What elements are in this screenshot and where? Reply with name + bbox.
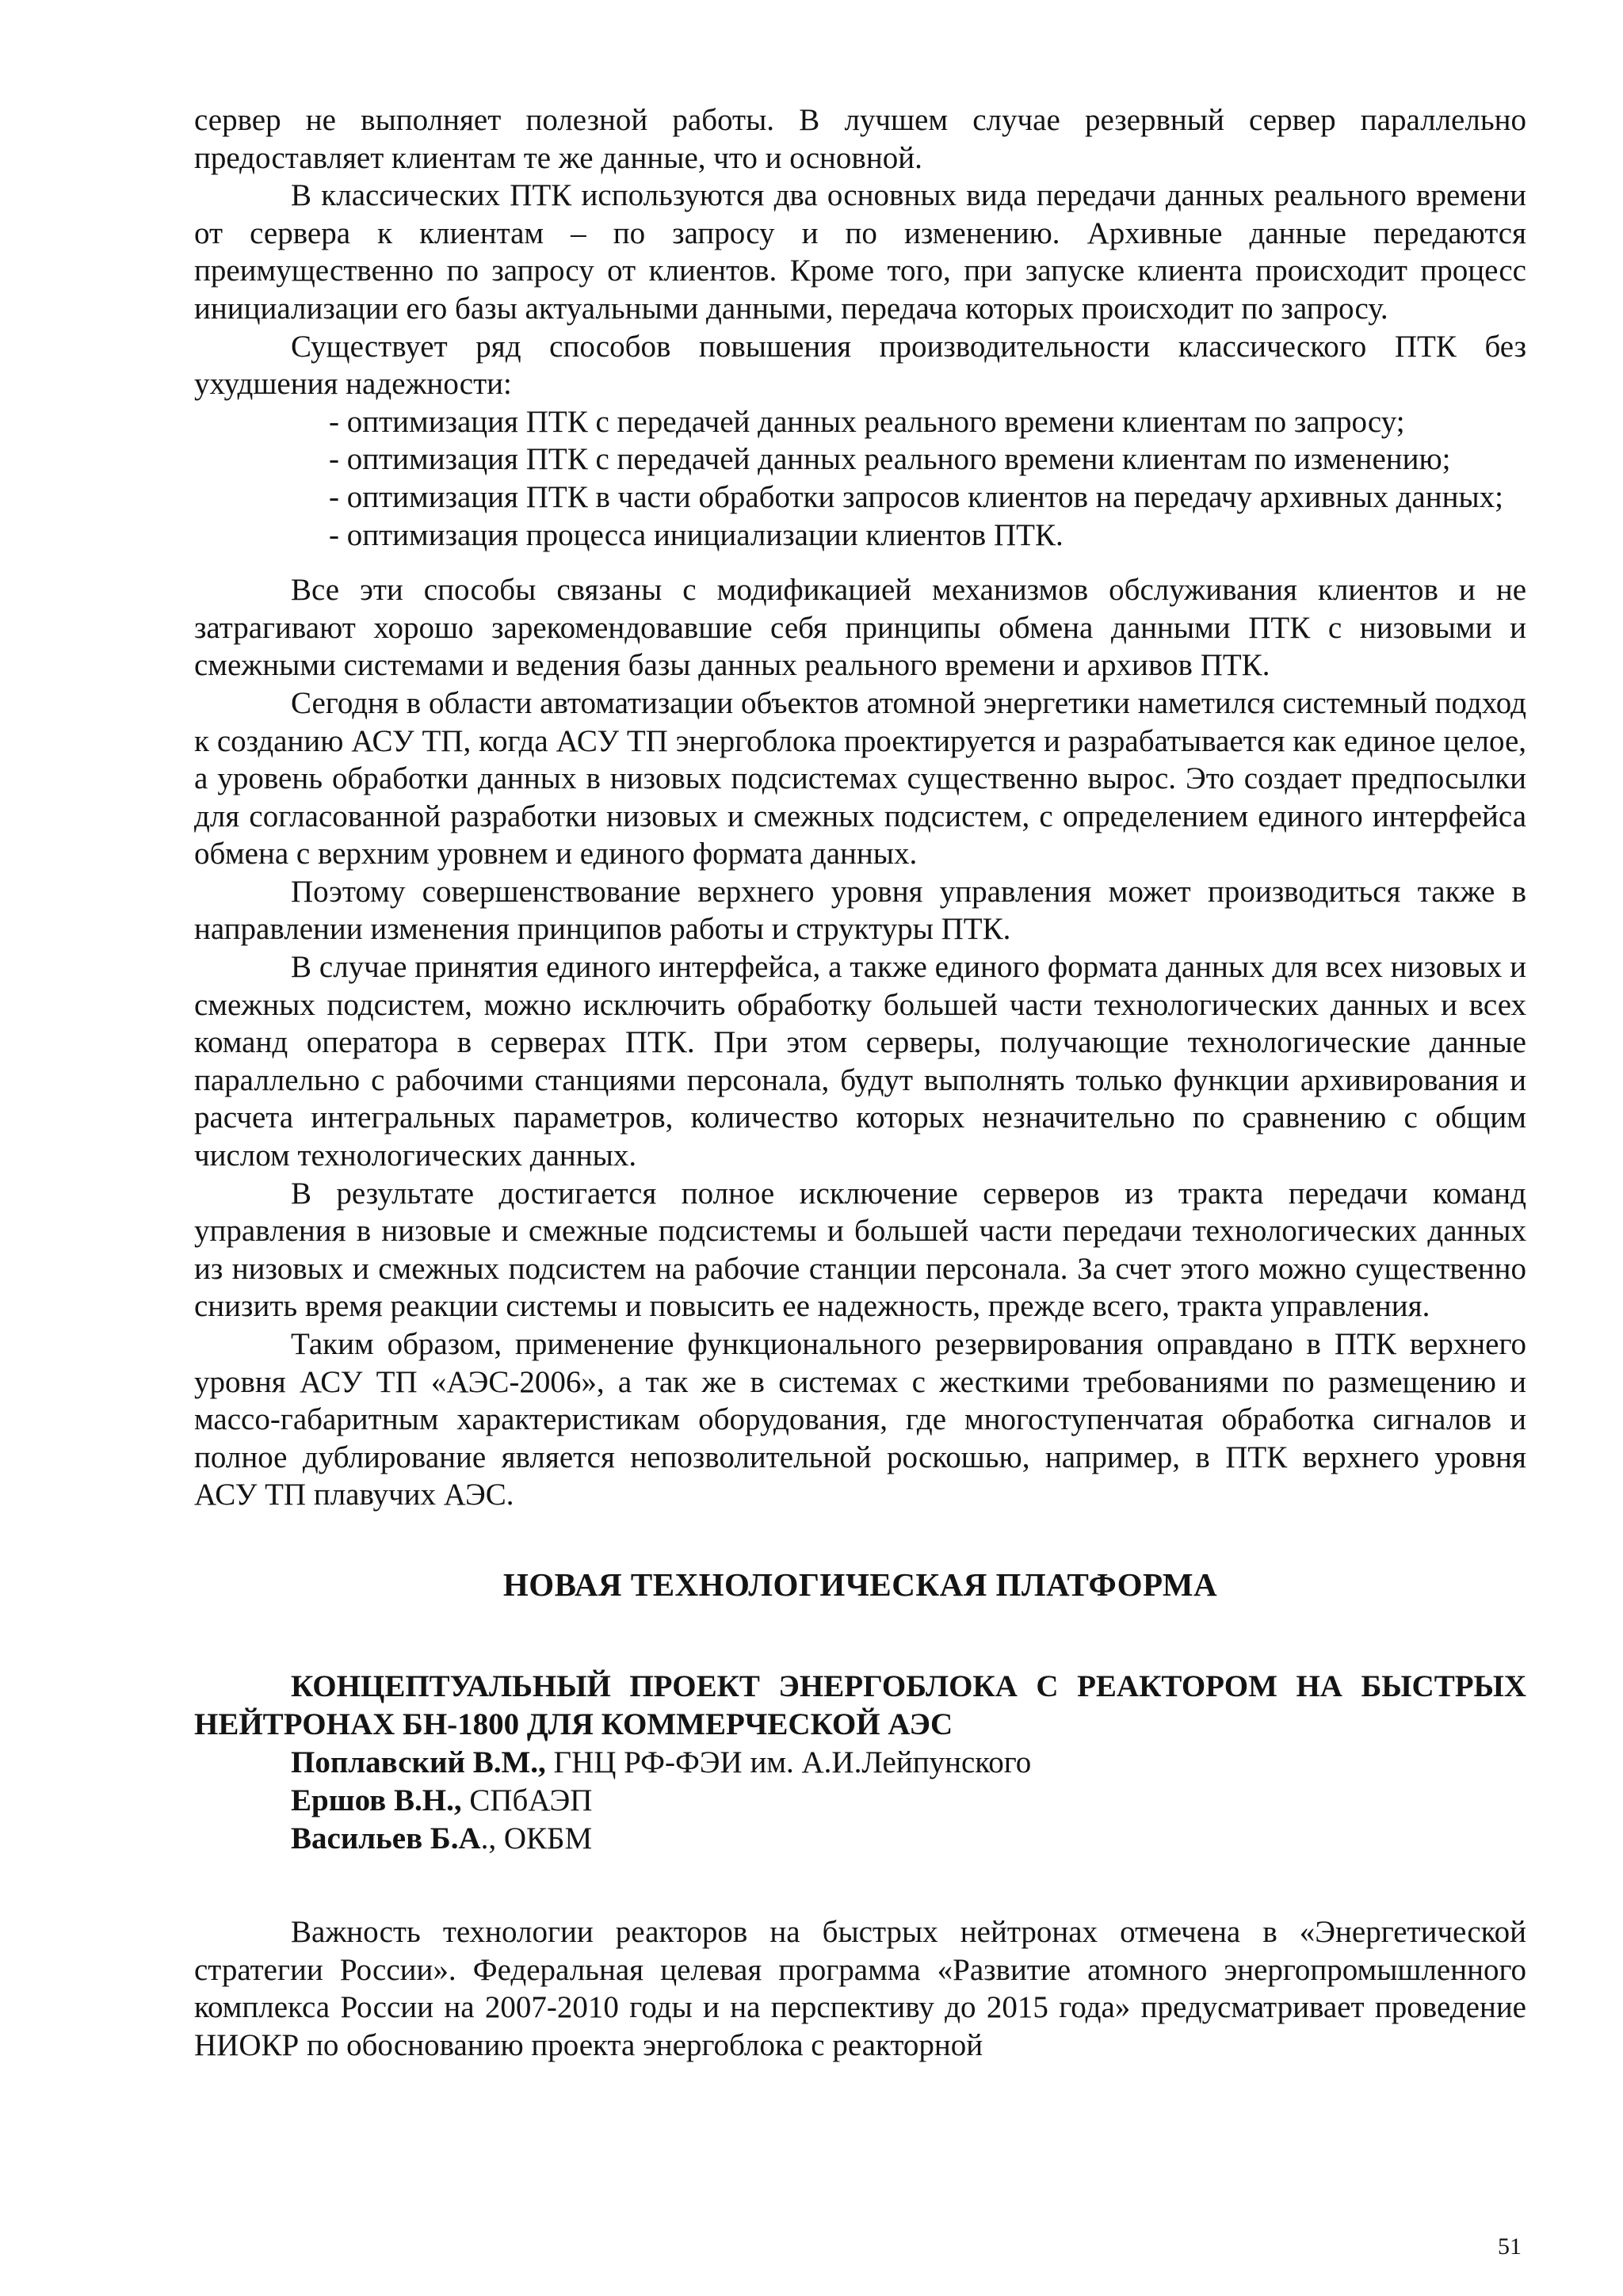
paragraph: Важность технологии реакторов на быстрых нейтронах отмечена в «Энергетической стратегии России». Федеральная целевая программа «Развитие атомного энергопромышленного комплекса России на 2007-2010 годы и на перспективу до 2015 года» предусматривает проведение НИОКР по обоснованию проекта энергоблока с реакторной bbox=[194, 1914, 1526, 2062]
list-item: - оптимизация процесса инициализации клиентов ПТК. bbox=[329, 517, 1064, 552]
section-heading: НОВАЯ ТЕХНОЛОГИЧЕСКАЯ ПЛАТФОРМА bbox=[502, 1566, 1218, 1603]
author-name: Ершов В.Н., bbox=[291, 1783, 462, 1817]
author-line bbox=[291, 1744, 1526, 1782]
list-item: - оптимизация ПТК с передачей данных реального времени клиентам по запросу; bbox=[329, 404, 1405, 439]
paragraph: В результате достигается полное исключение серверов из тракта передачи команд управления в низовые и смежные подсистемы и большей части передачи технологических данных из низовых и смежных подсистем на рабочие станции персонала. За счет этого можно существенно снизить время реакции системы и повысить ее надежность, прежде всего, тракта управления. bbox=[194, 1176, 1526, 1324]
paragraph: Поэтому совершенствование верхнего уровня управления может производиться также в направлении изменения принципов работы и структуры ПТК. bbox=[194, 874, 1526, 947]
author-name: Васильев Б.А bbox=[291, 1821, 481, 1855]
page-number: 51 bbox=[1498, 2233, 1522, 2260]
paragraph: сервер не выполняет полезной работы. В лучшем случае резервный сервер параллельно предоставляет клиентам те же данные, что и основной. bbox=[194, 103, 1526, 175]
paragraph: В классических ПТК используются два основных вида передачи данных реального времени от сервера к клиентам – по запросу и по изменению. Архивные данные передаются преимущественно по запросу от клиентов. Кроме того, при запуске клиента происходит процесс инициализации его базы актуальными данными, передача которых происходит по запросу. bbox=[194, 178, 1526, 326]
paragraph: В случае принятия единого интерфейса, а также единого формата данных для всех низовых и смежных подсистем, можно исключить обработку большей части технологических данных и всех команд оператора в серверах ПТК. При этом серверы, получающие технологические данные параллельно с рабочими станциями персонала, будут выполнять только функции архивирования и расчета интегральных параметров, количество которых незначительно по сравнению с общим числом технологических данных. bbox=[194, 950, 1526, 1173]
list-item: - оптимизация ПТК с передачей данных реального времени клиентам по изменению; bbox=[329, 442, 1451, 477]
paragraph: Таким образом, применение функционального резервирования оправдано в ПТК верхнего уровня АСУ ТП «АЭС-2006», а так же в системах с жесткими требованиями по размещению и массо-габаритным характеристикам оборудования, где многоступенчатая обработка сигналов и полное дублирование является непозволительной роскошью, например, в ПТК верхнего уровня АСУ ТП плавучих АЭС. bbox=[194, 1327, 1526, 1512]
article-title: КОНЦЕПТУАЛЬНЫЙ ПРОЕКТ ЭНЕРГОБЛОКА С РЕАКТОРОМ НА БЫСТРЫХ НЕЙТРОНАХ БН-1800 ДЛЯ КОММЕРЧЕСКОЙ АЭС bbox=[194, 1669, 1526, 1741]
author-line bbox=[291, 1820, 1526, 1858]
author-affiliation: ГНЦ РФ-ФЭИ им. А.И.Лейпунского bbox=[545, 1745, 1032, 1779]
list-item: - оптимизация ПТК в части обработки запросов клиентов на передачу архивных данных; bbox=[329, 479, 1504, 514]
article-body bbox=[194, 1913, 1526, 2064]
author-affiliation: СПбАЭП bbox=[461, 1783, 593, 1817]
author-list bbox=[194, 1744, 1526, 1858]
author-line bbox=[291, 1782, 1526, 1820]
author-name: Поплавский В.М., bbox=[291, 1745, 546, 1779]
author-affiliation: ., ОКБМ bbox=[480, 1821, 593, 1855]
paragraph: Сегодня в области автоматизации объектов атомной энергетики наметился системный подход к созданию АСУ ТП, когда АСУ ТП энергоблока проектируется и разрабатывается как единое целое, а уровень обработки данных в низовых подсистемах существенно вырос. Это создает предпосылки для согласованной разработки низовых и смежных подсистем, с определением единого интерфейса обмена с верхним уровнем и единого формата данных. bbox=[194, 685, 1526, 871]
body-text bbox=[194, 101, 1526, 1514]
paragraph: Существует ряд способов повышения производительности классического ПТК без ухудшения надежности: bbox=[194, 329, 1526, 402]
paragraph: Все эти способы связаны с модификацией механизмов обслуживания клиентов и не затрагивают хорошо зарекомендовавшие себя принципы обмена данными ПТК с низовыми и смежными системами и ведения базы данных реального времени и архивов ПТК. bbox=[194, 573, 1526, 683]
